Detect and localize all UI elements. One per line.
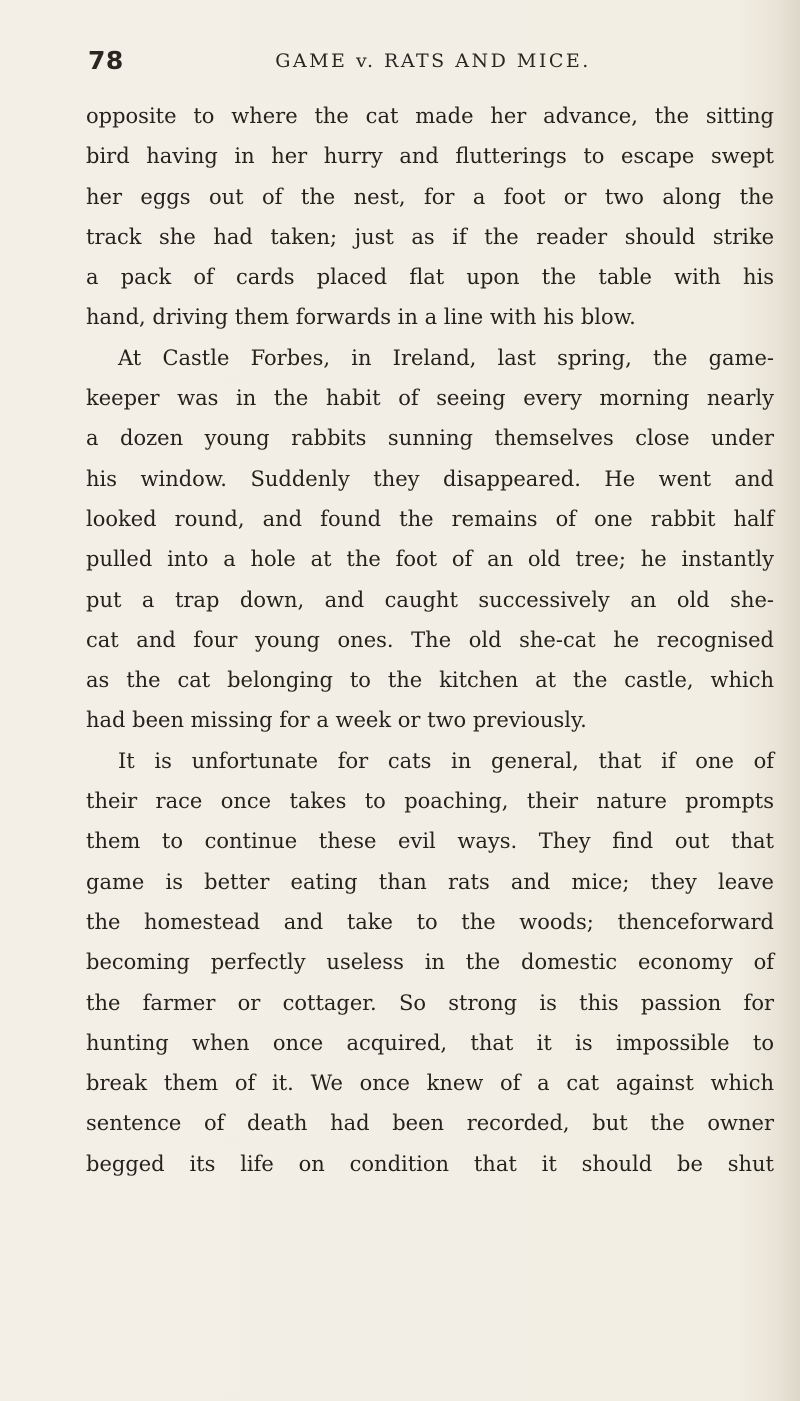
text-line: her eggs out of the nest, for a foot or two along the <box>86 184 774 209</box>
text-line: put a trap down, and caught successively an old she- <box>86 587 774 612</box>
text-line: hand, driving them forwards in a line with his blow. <box>86 305 636 330</box>
text-line: them to continue these evil ways. They find out that <box>86 829 774 854</box>
text-line: as the cat belonging to the kitchen at the castle, which <box>86 668 774 693</box>
chapter-title: GAME v. RATS AND MICE. <box>275 50 591 72</box>
text-line: the homestead and take to the woods; thenceforward <box>86 909 774 934</box>
text-line: track she had taken; just as if the reader should strike <box>86 224 774 249</box>
text-line: break them of it. We once knew of a cat against which <box>86 1071 774 1096</box>
text-line: pulled into a hole at the foot of an old tree; he instantly <box>86 547 774 572</box>
text-line: It is unfortunate for cats in general, that if one of <box>118 748 774 773</box>
text-line: hunting when once acquired, that it is impossible to <box>86 1030 774 1055</box>
page-number: 78 <box>88 46 124 75</box>
text-line: game is better eating than rats and mice; they leave <box>86 869 774 894</box>
text-line: their race once takes to poaching, their nature prompts <box>86 789 774 814</box>
text-line: had been missing for a week or two previously. <box>86 708 587 733</box>
text-line: At Castle Forbes, in Ireland, last spring, the game- <box>118 345 774 370</box>
text-line: the farmer or cottager. So strong is this passion for <box>86 990 774 1015</box>
text-line: looked round, and found the remains of one rabbit half <box>86 506 774 531</box>
text-line: bird having in her hurry and flutterings to escape swept <box>86 144 774 169</box>
text-line: keeper was in the habit of seeing every morning nearly <box>86 386 774 411</box>
text-line: a pack of cards placed flat upon the table with his <box>86 265 774 290</box>
text-line: begged its life on condition that it should be shut <box>86 1151 774 1176</box>
text-line: cat and four young ones. The old she-cat he recognised <box>86 627 774 652</box>
text-line: his window. Suddenly they disappeared. He went and <box>86 466 774 491</box>
text-line: sentence of death had been recorded, but the owner <box>86 1111 774 1136</box>
text-line: becoming perfectly useless in the domestic economy of <box>86 950 774 975</box>
body-text <box>86 96 774 1184</box>
text-line: opposite to where the cat made her advance, the sitting <box>86 104 774 128</box>
text-line: a dozen young rabbits sunning themselves close under <box>86 426 774 451</box>
running-head <box>88 46 778 80</box>
